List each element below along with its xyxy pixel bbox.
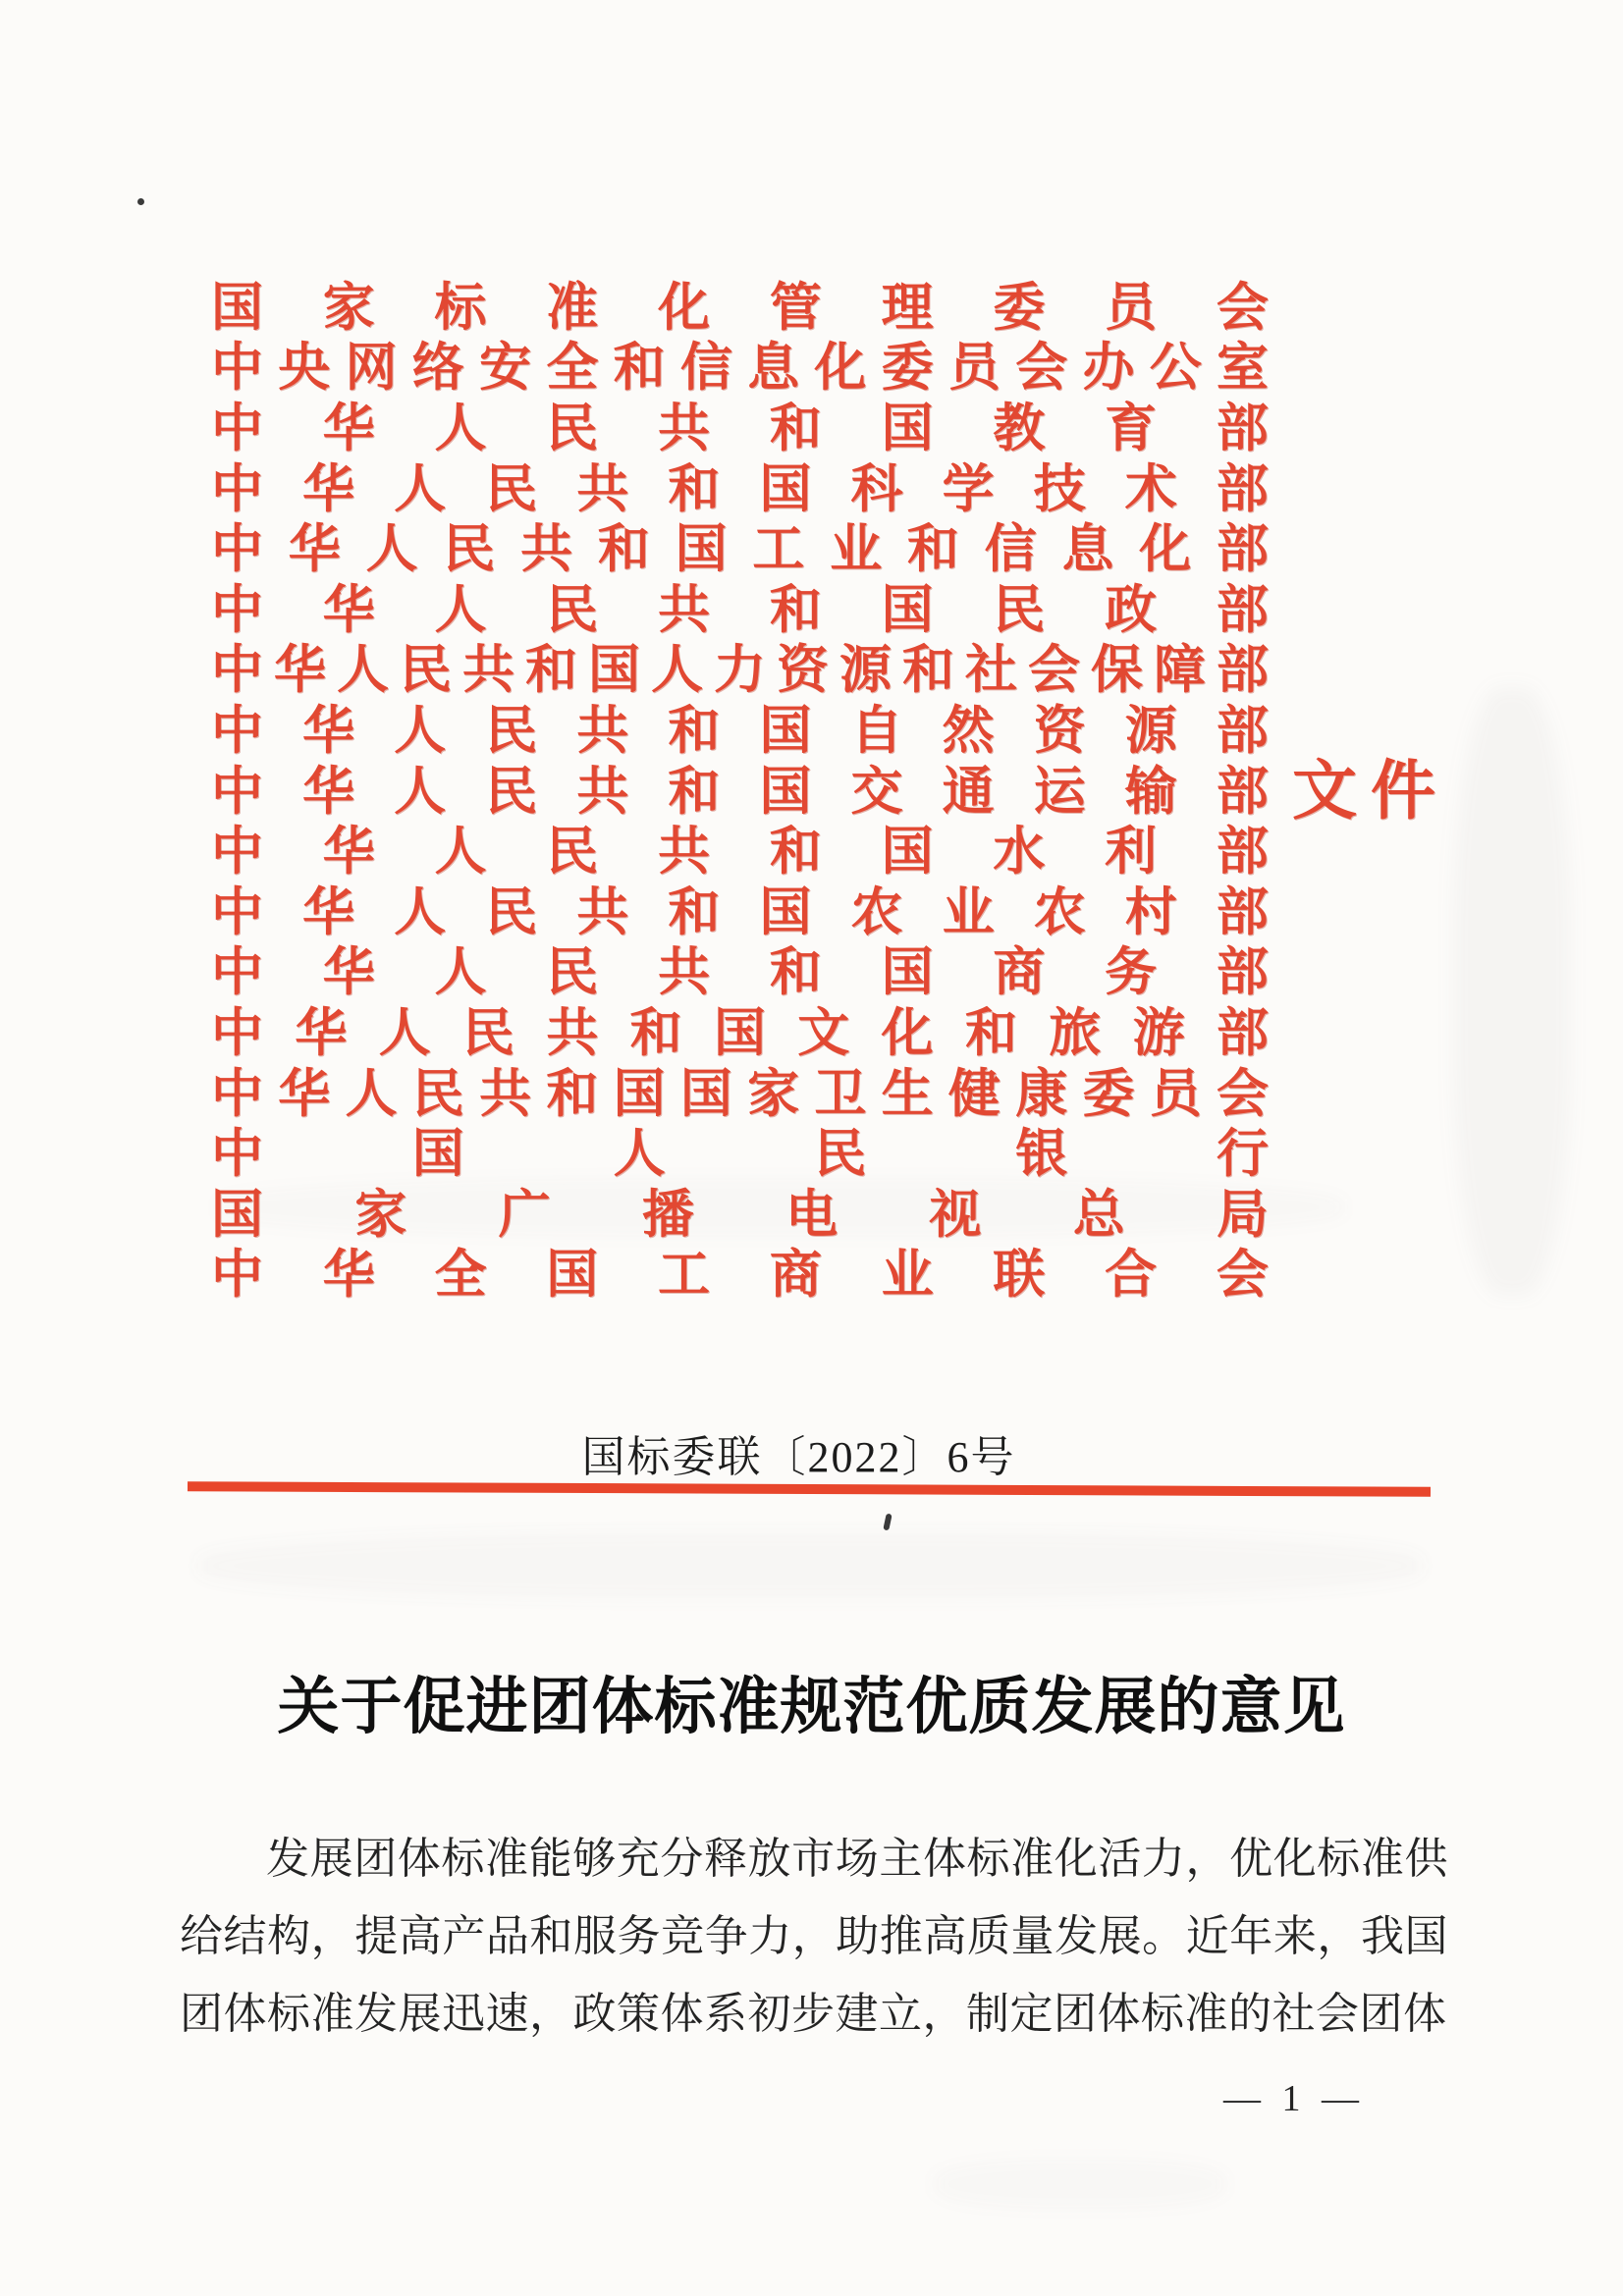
agency-char: 国 — [588, 642, 640, 700]
agency-char: 息 — [1061, 521, 1114, 579]
agency-char: 全 — [434, 1247, 487, 1305]
agency-char: 视 — [929, 1186, 982, 1244]
agency-char: 国 — [679, 1065, 732, 1123]
agency-char: 广 — [498, 1186, 551, 1244]
agency-char: 总 — [1072, 1186, 1125, 1244]
agency-char: 共 — [520, 521, 573, 579]
agency-char: 人 — [434, 581, 487, 639]
agency-char: 和 — [597, 521, 650, 579]
agency-char: 网 — [345, 340, 398, 398]
agency-char: 会 — [1015, 340, 1068, 398]
agency-char: 华 — [322, 1247, 375, 1305]
agency-char: 中 — [211, 1065, 263, 1123]
agency-char: 管 — [769, 279, 822, 337]
agency-char: 民 — [461, 1004, 514, 1062]
document-label: 文件 — [1292, 756, 1449, 828]
agency-char: 和 — [964, 1004, 1017, 1062]
agency-char: 部 — [1216, 824, 1269, 881]
agency-char: 自 — [850, 702, 903, 760]
agency-char: 委 — [1082, 1065, 1135, 1123]
agency-char: 公 — [1149, 340, 1202, 398]
agency-char: 民 — [546, 400, 599, 457]
agency-char: 运 — [1033, 763, 1086, 821]
agency-char: 商 — [993, 944, 1046, 1002]
agency-char: 中 — [211, 460, 263, 518]
agency-char: 人 — [613, 1126, 666, 1184]
agency-char: 部 — [1217, 642, 1269, 700]
agency-char: 部 — [1216, 521, 1269, 579]
agency-char: 家 — [747, 1065, 800, 1123]
agency-char: 资 — [1033, 702, 1086, 760]
agency-char: 人 — [345, 1065, 398, 1123]
agency-char: 中 — [211, 763, 263, 821]
agency-char: 部 — [1216, 763, 1269, 821]
agency-char: 会 — [1216, 1065, 1269, 1123]
agency-char: 中 — [211, 642, 263, 700]
agency-line — [211, 998, 1269, 1062]
scan-speck — [137, 198, 144, 205]
agency-char: 和 — [769, 400, 822, 457]
agency-char: 业 — [881, 1247, 934, 1305]
agency-char: 人 — [434, 944, 487, 1002]
document-title: 关于促进团体标准规范优质发展的意见 — [277, 1673, 1346, 1741]
agency-line — [211, 1180, 1269, 1244]
agency-char: 华 — [322, 944, 375, 1002]
agency-char: 共 — [658, 400, 711, 457]
agency-char: 人 — [394, 460, 447, 518]
agency-char: 卫 — [814, 1065, 867, 1123]
agency-char: 农 — [1033, 883, 1086, 941]
agency-char: 民 — [485, 763, 538, 821]
agency-char: 和 — [906, 521, 959, 579]
agency-char: 民 — [814, 1126, 867, 1184]
agency-char: 和 — [668, 460, 721, 518]
agency-char: 中 — [211, 883, 263, 941]
agency-char: 学 — [942, 460, 995, 518]
agency-char: 局 — [1216, 1186, 1269, 1244]
agency-char: 输 — [1124, 763, 1177, 821]
agency-char: 和 — [668, 763, 721, 821]
agency-char: 和 — [769, 824, 822, 881]
agency-char: 中 — [211, 340, 263, 398]
agency-char: 工 — [752, 521, 805, 579]
agency-char: 华 — [278, 1065, 331, 1123]
agency-char: 安 — [479, 340, 532, 398]
agency-char: 共 — [576, 763, 629, 821]
agency-char: 共 — [658, 824, 711, 881]
agency-char: 社 — [965, 642, 1017, 700]
agency-char: 人 — [337, 642, 389, 700]
agency-char: 和 — [629, 1004, 682, 1062]
scan-smudge — [1453, 687, 1571, 1296]
agency-char: 员 — [1149, 1065, 1202, 1123]
agency-char: 委 — [993, 279, 1046, 337]
agency-char: 全 — [546, 340, 599, 398]
agency-char: 家 — [322, 279, 375, 337]
agency-char: 民 — [546, 944, 599, 1002]
agency-char: 共 — [658, 581, 711, 639]
agency-char: 中 — [211, 702, 263, 760]
agency-char: 然 — [942, 702, 995, 760]
agency-char: 国 — [759, 883, 812, 941]
agency-char: 华 — [295, 1004, 348, 1062]
agency-char: 人 — [394, 763, 447, 821]
agency-char: 中 — [211, 824, 263, 881]
agency-char: 障 — [1154, 642, 1206, 700]
agency-char: 部 — [1216, 400, 1269, 457]
agency-char: 华 — [322, 824, 375, 881]
agency-char: 源 — [839, 642, 892, 700]
agency-line — [211, 938, 1269, 1002]
agency-char: 国 — [211, 1186, 263, 1244]
agency-char: 资 — [777, 642, 829, 700]
agency-list — [211, 273, 1269, 1305]
agency-char: 理 — [881, 279, 934, 337]
agency-char: 国 — [759, 460, 812, 518]
agency-line — [211, 878, 1269, 941]
agency-char: 国 — [675, 521, 728, 579]
agency-char: 华 — [288, 521, 341, 579]
agency-char: 中 — [211, 1126, 263, 1184]
agency-char: 共 — [462, 642, 514, 700]
agency-line — [211, 757, 1269, 821]
agency-char: 力 — [714, 642, 766, 700]
agency-line — [211, 1241, 1269, 1305]
agency-char: 部 — [1216, 883, 1269, 941]
agency-char: 络 — [411, 340, 464, 398]
agency-line — [211, 514, 1269, 579]
agency-char: 合 — [1105, 1247, 1158, 1305]
document-number: 国标委联〔2022〕6号 — [581, 1433, 1016, 1481]
agency-char: 民 — [485, 460, 538, 518]
agency-char: 保 — [1091, 642, 1143, 700]
agency-char: 术 — [1124, 460, 1177, 518]
agency-char: 和 — [769, 581, 822, 639]
page-number: — 1 — — [1223, 2078, 1365, 2119]
agency-char: 部 — [1216, 581, 1269, 639]
agency-char: 务 — [1105, 944, 1158, 1002]
agency-char: 水 — [993, 824, 1046, 881]
agency-char: 部 — [1216, 1004, 1269, 1062]
agency-char: 共 — [546, 1004, 599, 1062]
agency-char: 中 — [211, 1247, 263, 1305]
agency-char: 和 — [668, 702, 721, 760]
agency-char: 标 — [434, 279, 487, 337]
agency-char: 办 — [1082, 340, 1135, 398]
agency-char: 会 — [1216, 279, 1269, 337]
scan-speck — [883, 1514, 892, 1531]
agency-char: 部 — [1216, 460, 1269, 518]
agency-line — [211, 334, 1269, 398]
agency-char: 联 — [993, 1247, 1046, 1305]
agency-char: 中 — [211, 944, 263, 1002]
agency-char: 国 — [713, 1004, 766, 1062]
agency-char: 准 — [546, 279, 599, 337]
agency-line — [211, 817, 1269, 881]
agency-char: 国 — [759, 702, 812, 760]
agency-char: 人 — [378, 1004, 431, 1062]
agency-char: 国 — [211, 279, 263, 337]
agency-line — [211, 1059, 1269, 1123]
agency-char: 共 — [576, 883, 629, 941]
agency-char: 和 — [525, 642, 577, 700]
agency-char: 中 — [211, 400, 263, 457]
agency-char: 教 — [993, 400, 1046, 457]
agency-char: 民 — [546, 824, 599, 881]
agency-char: 技 — [1033, 460, 1086, 518]
agency-char: 生 — [881, 1065, 934, 1123]
scan-smudge — [196, 1531, 1424, 1600]
agency-line — [211, 1119, 1269, 1184]
agency-char: 利 — [1105, 824, 1158, 881]
agency-char: 和 — [668, 883, 721, 941]
agency-char: 化 — [881, 1004, 934, 1062]
agency-char: 华 — [302, 763, 355, 821]
agency-line — [211, 454, 1269, 518]
body-paragraph: 发展团体标准能够充分释放市场主体标准化活力，优化标准供给结构，提高产品和服务竞争力，助推高质量发展。近年来，我国团体标准发展迅速，政策体系初步建立，制定团体标准的社会团体 — [180, 1835, 1448, 2038]
agency-char: 旅 — [1049, 1004, 1102, 1062]
agency-char: 信 — [679, 340, 732, 398]
agency-char: 交 — [850, 763, 903, 821]
agency-char: 国 — [759, 763, 812, 821]
agency-line — [211, 636, 1269, 700]
agency-char: 国 — [613, 1065, 666, 1123]
agency-char: 华 — [302, 883, 355, 941]
agency-char: 业 — [942, 883, 995, 941]
agency-char: 人 — [365, 521, 418, 579]
agency-char: 健 — [947, 1065, 1001, 1123]
agency-char: 和 — [769, 944, 822, 1002]
agency-char: 和 — [902, 642, 954, 700]
agency-char: 播 — [641, 1186, 694, 1244]
agency-char: 华 — [302, 460, 355, 518]
agency-char: 和 — [613, 340, 666, 398]
agency-line — [211, 394, 1269, 457]
agency-char: 和 — [546, 1065, 599, 1123]
agency-char: 华 — [302, 702, 355, 760]
agency-char: 人 — [434, 400, 487, 457]
agency-char: 民 — [400, 642, 452, 700]
agency-char: 人 — [651, 642, 703, 700]
agency-char: 华 — [274, 642, 326, 700]
agency-char: 村 — [1124, 883, 1177, 941]
agency-char: 会 — [1028, 642, 1080, 700]
agency-line — [211, 696, 1269, 760]
agency-char: 化 — [1139, 521, 1192, 579]
agency-char: 电 — [785, 1186, 839, 1244]
agency-char: 共 — [576, 702, 629, 760]
agency-char: 人 — [394, 883, 447, 941]
agency-char: 民 — [485, 883, 538, 941]
agency-char: 农 — [850, 883, 903, 941]
agency-char: 央 — [278, 340, 331, 398]
scan-smudge — [933, 2160, 1227, 2209]
agency-char: 民 — [993, 581, 1046, 639]
agency-char: 文 — [797, 1004, 850, 1062]
agency-char: 科 — [850, 460, 903, 518]
agency-char: 银 — [1015, 1126, 1068, 1184]
agency-char: 信 — [984, 521, 1037, 579]
agency-char: 员 — [1105, 279, 1158, 337]
agency-char: 化 — [658, 279, 711, 337]
agency-char: 国 — [411, 1126, 464, 1184]
agency-char: 息 — [747, 340, 800, 398]
agency-char: 工 — [658, 1247, 711, 1305]
agency-char: 育 — [1105, 400, 1158, 457]
agency-char: 政 — [1105, 581, 1158, 639]
agency-char: 家 — [354, 1186, 407, 1244]
agency-char: 人 — [394, 702, 447, 760]
agency-char: 行 — [1216, 1126, 1269, 1184]
agency-char: 国 — [881, 944, 934, 1002]
agency-char: 室 — [1216, 340, 1269, 398]
agency-char: 华 — [322, 581, 375, 639]
agency-char: 中 — [211, 1004, 263, 1062]
agency-char: 员 — [947, 340, 1001, 398]
agency-char: 共 — [479, 1065, 532, 1123]
agency-char: 康 — [1015, 1065, 1068, 1123]
agency-char: 国 — [546, 1247, 599, 1305]
agency-char: 国 — [881, 824, 934, 881]
agency-char: 民 — [443, 521, 496, 579]
agency-char: 共 — [658, 944, 711, 1002]
agency-char: 游 — [1132, 1004, 1185, 1062]
agency-char: 华 — [322, 400, 375, 457]
agency-char: 中 — [211, 521, 263, 579]
agency-char: 委 — [881, 340, 934, 398]
agency-char: 民 — [485, 702, 538, 760]
agency-char: 化 — [814, 340, 867, 398]
agency-line — [211, 575, 1269, 639]
agency-char: 部 — [1216, 944, 1269, 1002]
agency-char: 中 — [211, 581, 263, 639]
agency-char: 源 — [1124, 702, 1177, 760]
agency-char: 会 — [1216, 1247, 1269, 1305]
agency-char: 共 — [576, 460, 629, 518]
agency-char: 民 — [546, 581, 599, 639]
agency-char: 业 — [830, 521, 883, 579]
agency-char: 通 — [942, 763, 995, 821]
agency-char: 部 — [1216, 702, 1269, 760]
agency-char: 人 — [434, 824, 487, 881]
agency-char: 民 — [411, 1065, 464, 1123]
agency-char: 国 — [881, 581, 934, 639]
agency-char: 国 — [881, 400, 934, 457]
agency-char: 商 — [769, 1247, 822, 1305]
agency-line — [211, 273, 1269, 337]
